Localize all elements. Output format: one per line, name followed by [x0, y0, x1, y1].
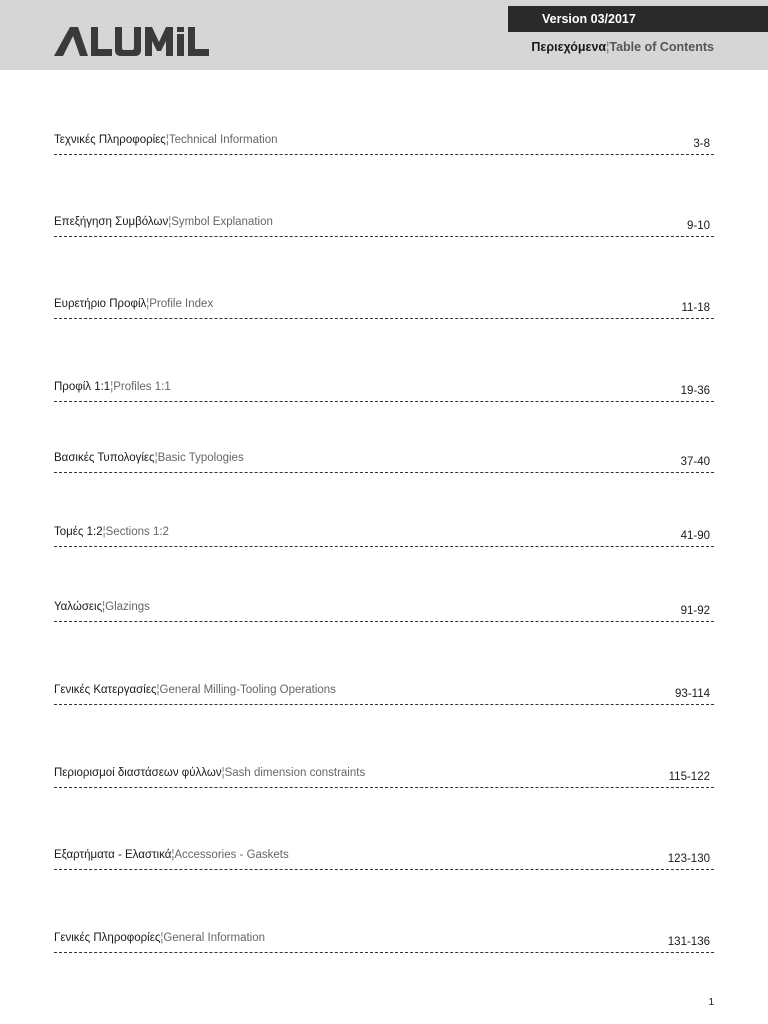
- toc-row-pages: 123-130: [667, 853, 710, 865]
- toc-row-pages: 93-114: [675, 688, 710, 700]
- toc-row-pages: 41-90: [680, 530, 710, 542]
- toc-row-en: Glazings: [105, 601, 150, 613]
- page-header: [0, 0, 768, 70]
- toc-row-label: [54, 216, 273, 228]
- toc-row-en: Accessories - Gaskets: [174, 849, 289, 861]
- toc-row-el: Τομές 1:2: [54, 526, 103, 538]
- toc-heading-separator: ¦: [606, 40, 610, 54]
- toc-row-accessories-gaskets[interactable]: [54, 849, 714, 870]
- page-number: 1: [708, 997, 714, 1008]
- toc-row-pages: 11-18: [681, 302, 710, 314]
- alumil-logo: [54, 24, 210, 58]
- toc-heading-el: Περιεχόμενα: [531, 40, 607, 54]
- toc-heading: [508, 40, 714, 54]
- toc-row-separator: ¦: [156, 684, 160, 696]
- toc-row-general-milling-tooling-operations[interactable]: [54, 684, 714, 705]
- toc-row-pages: 19-36: [680, 385, 710, 397]
- toc-row-technical-information[interactable]: [54, 134, 714, 155]
- toc-row-el: Προφίλ 1:1: [54, 381, 111, 393]
- toc-row-pages: 3-8: [693, 138, 710, 150]
- toc-row-label: [54, 134, 278, 146]
- toc-row-separator: ¦: [154, 452, 158, 464]
- toc-row-en: Profile Index: [149, 298, 214, 310]
- toc-row-symbol-explanation[interactable]: [54, 216, 714, 237]
- toc-row-pages: 131-136: [667, 936, 710, 948]
- toc-row-label: [54, 684, 336, 696]
- toc-row-el: Περιορισμοί διαστάσεων φύλλων: [54, 767, 222, 779]
- toc-row-en: Technical Information: [168, 134, 278, 146]
- toc-row-separator: ¦: [102, 601, 106, 613]
- toc-row-label: [54, 932, 265, 944]
- toc-row-sash-dimension-constraints[interactable]: [54, 767, 714, 788]
- toc-row-separator: ¦: [146, 298, 150, 310]
- toc-row-separator: ¦: [221, 767, 225, 779]
- toc-row-label: [54, 452, 244, 464]
- toc-row-en: Symbol Explanation: [171, 216, 273, 228]
- toc-row-separator: ¦: [168, 216, 172, 228]
- toc-row-pages: 91-92: [680, 605, 710, 617]
- toc-row-en: Profiles 1:1: [113, 381, 171, 393]
- toc-row-label: [54, 849, 289, 861]
- toc-row-separator: ¦: [102, 526, 106, 538]
- toc-row-basic-typologies[interactable]: [54, 452, 714, 473]
- toc-row-en: General Milling-Tooling Operations: [159, 684, 336, 696]
- toc-row-glazings[interactable]: [54, 601, 714, 622]
- toc-row-el: Τεχνικές Πληροφορίες: [54, 134, 166, 146]
- version-label: Version 03/2017: [508, 6, 768, 32]
- toc-row-label: [54, 767, 365, 779]
- toc-row-el: Ευρετήριο Προφίλ: [54, 298, 147, 310]
- toc-row-en: Sash dimension constraints: [224, 767, 366, 779]
- toc-row-el: Εξαρτήματα - Ελαστικά: [54, 849, 172, 861]
- toc-row-el: Υαλώσεις: [54, 601, 103, 613]
- toc-row-general-information[interactable]: [54, 932, 714, 953]
- toc-row-el: Βασικές Τυπολογίες: [54, 452, 155, 464]
- toc-row-separator: ¦: [165, 134, 169, 146]
- toc-row-separator: ¦: [171, 849, 175, 861]
- toc-row-label: [54, 526, 169, 538]
- toc-row-label: [54, 381, 171, 393]
- toc-row-el: Επεξήγηση Συμβόλων: [54, 216, 169, 228]
- toc-row-label: [54, 298, 213, 310]
- toc-row-pages: 115-122: [668, 771, 710, 783]
- toc-row-profiles-1-1[interactable]: [54, 381, 714, 402]
- toc-row-separator: ¦: [110, 381, 114, 393]
- toc-row-label: [54, 601, 150, 613]
- toc-row-el: Γενικές Κατεργασίες: [54, 684, 157, 696]
- toc-row-pages: 37-40: [680, 456, 710, 468]
- toc-row-pages: 9-10: [686, 220, 710, 232]
- toc-row-en: Sections 1:2: [105, 526, 169, 538]
- toc-row-sections-1-2[interactable]: [54, 526, 714, 547]
- toc-row-en: Basic Typologies: [157, 452, 244, 464]
- toc-row-separator: ¦: [160, 932, 164, 944]
- toc-row-el: Γενικές Πληροφορίες: [54, 932, 161, 944]
- toc-row-en: General Information: [163, 932, 266, 944]
- toc-heading-en: Table of Contents: [609, 40, 714, 54]
- toc-row-profile-index[interactable]: [54, 298, 714, 319]
